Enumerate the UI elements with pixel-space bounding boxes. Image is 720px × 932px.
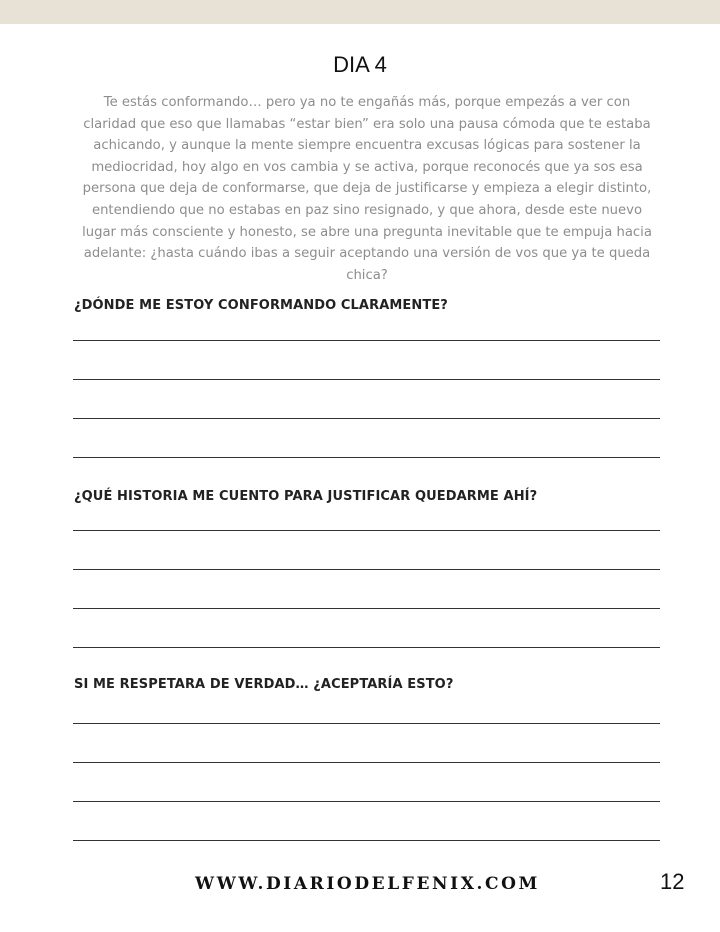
answer-line[interactable] [73,340,660,341]
top-decorative-band [0,0,720,24]
question-3: SI ME RESPETARA DE VERDAD… ¿ACEPTARÍA ESTO? [74,677,454,692]
question-2: ¿QUÉ HISTORIA ME CUENTO PARA JUSTIFICAR QUEDARME AHÍ? [74,489,538,504]
answer-line[interactable] [73,530,660,531]
page-number: 12 [660,869,685,894]
answer-line[interactable] [73,801,660,802]
page-title: DIA 4 [333,52,387,77]
intro-paragraph: Te estás conformando… pero ya no te engañás más, porque empezás a ver con claridad que eso que llamabas “estar bien” era solo una pausa cómoda que te estaba achicando, y aunque la mente siempre encuentra excusas lógicas para sostener la mediocridad, hoy algo en vos cambia y se activa, porque reconocés que ya sos esa persona que deja de conformarse, que deja de justificarse y empieza a elegir distinto, entendiendo que no estabas en paz sino resignado, y que ahora, desde este nuevo lugar más consciente y honesto, se abre una pregunta inevitable que te empuja hacia adelante: ¿hasta cuándo ibas a seguir aceptando una versión de vos que ya te queda chica? [82,95,652,283]
footer-website: WWW.DIARIODELFENIX.COM [195,874,540,894]
answer-line[interactable] [73,608,660,609]
answer-line[interactable] [73,762,660,763]
answer-line[interactable] [73,647,660,648]
answer-line[interactable] [73,418,660,419]
question-1: ¿DÓNDE ME ESTOY CONFORMANDO CLARAMENTE? [74,298,448,313]
answer-line[interactable] [73,457,660,458]
answer-line[interactable] [73,840,660,841]
answer-line[interactable] [73,723,660,724]
answer-line[interactable] [73,379,660,380]
answer-line[interactable] [73,569,660,570]
